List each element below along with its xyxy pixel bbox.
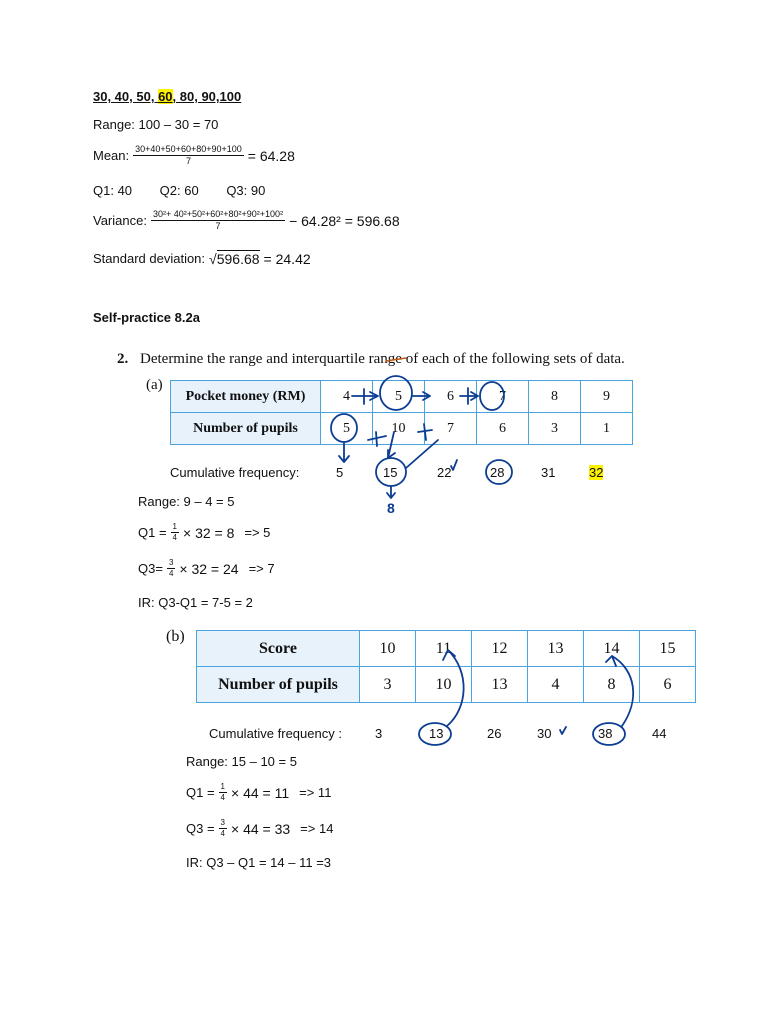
mean-label: Mean: xyxy=(93,148,130,163)
table-cell: 1 xyxy=(581,413,633,445)
mean-denominator: 7 xyxy=(185,156,191,166)
q3-calc: × 32 = 24 xyxy=(179,560,239,577)
data-set-part2: , 80, 90,100 xyxy=(172,89,242,104)
data-set-median-highlight: 60 xyxy=(158,89,173,104)
variance-numerator: 30²+ 40²+50²+60²+80²+90²+100² xyxy=(152,209,284,219)
q3-fraction-num: 3 xyxy=(220,818,225,827)
table-cell: 14 xyxy=(584,631,640,667)
table-cell: 8 xyxy=(584,667,640,703)
q1-calc: × 32 = 8 xyxy=(183,524,235,541)
mean-numerator: 30+40+50+60+80+90+100 xyxy=(135,144,242,154)
q3-fraction-den: 4 xyxy=(220,829,225,838)
q3-value: Q3: 90 xyxy=(226,183,266,198)
std-dev-result: = 24.42 xyxy=(263,250,311,267)
cf-value: 38 xyxy=(598,726,613,741)
table-cell: 15 xyxy=(640,631,696,667)
table-cell: 10 xyxy=(373,413,425,445)
cf-value: 22 xyxy=(437,465,452,480)
q3-fraction xyxy=(219,819,227,838)
part-b-range: Range: 15 – 10 = 5 xyxy=(186,754,297,769)
q3-label: Q3 = xyxy=(186,821,215,836)
question-text: Determine the range and interquartile range of each of the following sets of data. xyxy=(140,351,625,367)
cf-value: 28 xyxy=(490,465,505,480)
q1-value: Q1: 40 xyxy=(93,183,133,198)
variance-result: − 64.28² = 596.68 xyxy=(289,212,400,229)
q1-label: Q1 = xyxy=(138,525,167,540)
table-cell: 13 xyxy=(528,631,584,667)
part-a-table xyxy=(170,380,633,445)
sqrt-symbol: √ xyxy=(209,250,217,267)
data-set-part1: 30, 40, 50, xyxy=(93,89,159,104)
ink-tick xyxy=(560,727,566,734)
ink-tick xyxy=(451,460,457,470)
table-cell: 4 xyxy=(321,381,373,413)
table-cell: 11 xyxy=(416,631,472,667)
table-cell: 8 xyxy=(529,381,581,413)
q1-fraction xyxy=(171,523,179,542)
q3-label: Q3= xyxy=(138,561,163,576)
cf-value: 30 xyxy=(537,726,552,741)
q1-fraction-den: 4 xyxy=(220,793,225,802)
table-cell: 4 xyxy=(528,667,584,703)
table-cell: 5 xyxy=(321,413,373,445)
cf-label: Cumulative frequency : xyxy=(209,726,342,741)
ink-arrow xyxy=(339,443,349,462)
std-dev-radicand: 596.68 xyxy=(216,251,260,267)
table-row xyxy=(197,667,696,703)
ink-arrow xyxy=(387,487,395,498)
row-header-pocket-money: Pocket money (RM) xyxy=(171,381,321,413)
q3-fraction xyxy=(167,559,175,578)
part-a-range: Range: 9 – 4 = 5 xyxy=(138,494,235,509)
part-a-interquartile-range: IR: Q3-Q1 = 7-5 = 2 xyxy=(138,595,253,610)
part-a-q1 xyxy=(138,523,270,542)
table-cell: 13 xyxy=(472,667,528,703)
table-row xyxy=(171,413,633,445)
part-b-interquartile-range: IR: Q3 – Q1 = 14 – 11 =3 xyxy=(186,855,332,870)
cf-value: 5 xyxy=(336,465,344,480)
part-a-label: (a) xyxy=(146,377,163,393)
table-cell: 5 xyxy=(373,381,425,413)
q1-fraction-num: 1 xyxy=(172,522,177,531)
table-cell: 3 xyxy=(529,413,581,445)
table-cell: 7 xyxy=(477,381,529,413)
table-row xyxy=(171,381,633,413)
q3-answer: => 7 xyxy=(248,561,275,576)
table-cell: 10 xyxy=(416,667,472,703)
cf-value-total-highlight: 32 xyxy=(589,465,604,480)
q3-fraction-den: 4 xyxy=(168,569,174,578)
std-dev-label: Standard deviation: xyxy=(93,251,206,266)
cf-label: Cumulative frequency: xyxy=(170,465,300,480)
table-cell: 12 xyxy=(472,631,528,667)
mean-fraction xyxy=(133,145,244,166)
part-b-q3 xyxy=(186,819,333,838)
mean-line xyxy=(93,145,295,166)
question-heading xyxy=(117,351,625,368)
variance-line xyxy=(93,210,400,231)
cf-value: 44 xyxy=(652,726,667,741)
cf-value: 15 xyxy=(383,465,398,480)
q1-calc: × 44 = 11 xyxy=(231,784,290,801)
table-row xyxy=(197,631,696,667)
std-dev-line xyxy=(93,250,311,267)
cf-value: 13 xyxy=(429,726,444,741)
row-header-score: Score xyxy=(197,631,360,667)
row-header-number-of-pupils: Number of pupils xyxy=(171,413,321,445)
cf-value: 26 xyxy=(487,726,502,741)
part-a-q3 xyxy=(138,559,275,578)
cf-value: 31 xyxy=(541,465,556,480)
table-cell: 6 xyxy=(425,381,477,413)
ink-note: 8 xyxy=(387,500,395,516)
table-cell: 3 xyxy=(360,667,416,703)
question-number: 2. xyxy=(117,351,129,367)
table-cell: 7 xyxy=(425,413,477,445)
variance-denominator: 7 xyxy=(215,221,221,231)
table-cell: 10 xyxy=(360,631,416,667)
q1-answer: => 5 xyxy=(244,525,271,540)
data-set-line xyxy=(93,89,241,104)
part-b-q1 xyxy=(186,783,331,802)
q1-label: Q1 = xyxy=(186,785,215,800)
q1-fraction-num: 1 xyxy=(220,782,225,791)
part-b-label: (b) xyxy=(166,628,185,645)
q3-answer: => 14 xyxy=(300,821,334,836)
section-title: Self-practice 8.2a xyxy=(93,310,200,325)
quartiles-line xyxy=(93,183,265,198)
cf-value: 3 xyxy=(375,726,383,741)
variance-label: Variance: xyxy=(93,213,147,228)
q3-fraction-num: 3 xyxy=(168,558,174,567)
table-cell: 9 xyxy=(581,381,633,413)
row-header-number-of-pupils: Number of pupils xyxy=(197,667,360,703)
table-cell: 6 xyxy=(477,413,529,445)
q1-fraction-den: 4 xyxy=(172,533,177,542)
range-line: Range: 100 – 30 = 70 xyxy=(93,117,219,132)
variance-fraction xyxy=(151,210,285,231)
q2-value: Q2: 60 xyxy=(159,183,199,198)
part-b-table xyxy=(196,630,696,703)
q3-calc: × 44 = 33 xyxy=(231,820,291,837)
table-cell: 6 xyxy=(640,667,696,703)
mean-result: = 64.28 xyxy=(247,147,295,164)
q1-answer: => 11 xyxy=(299,785,332,800)
q1-fraction xyxy=(219,783,227,802)
